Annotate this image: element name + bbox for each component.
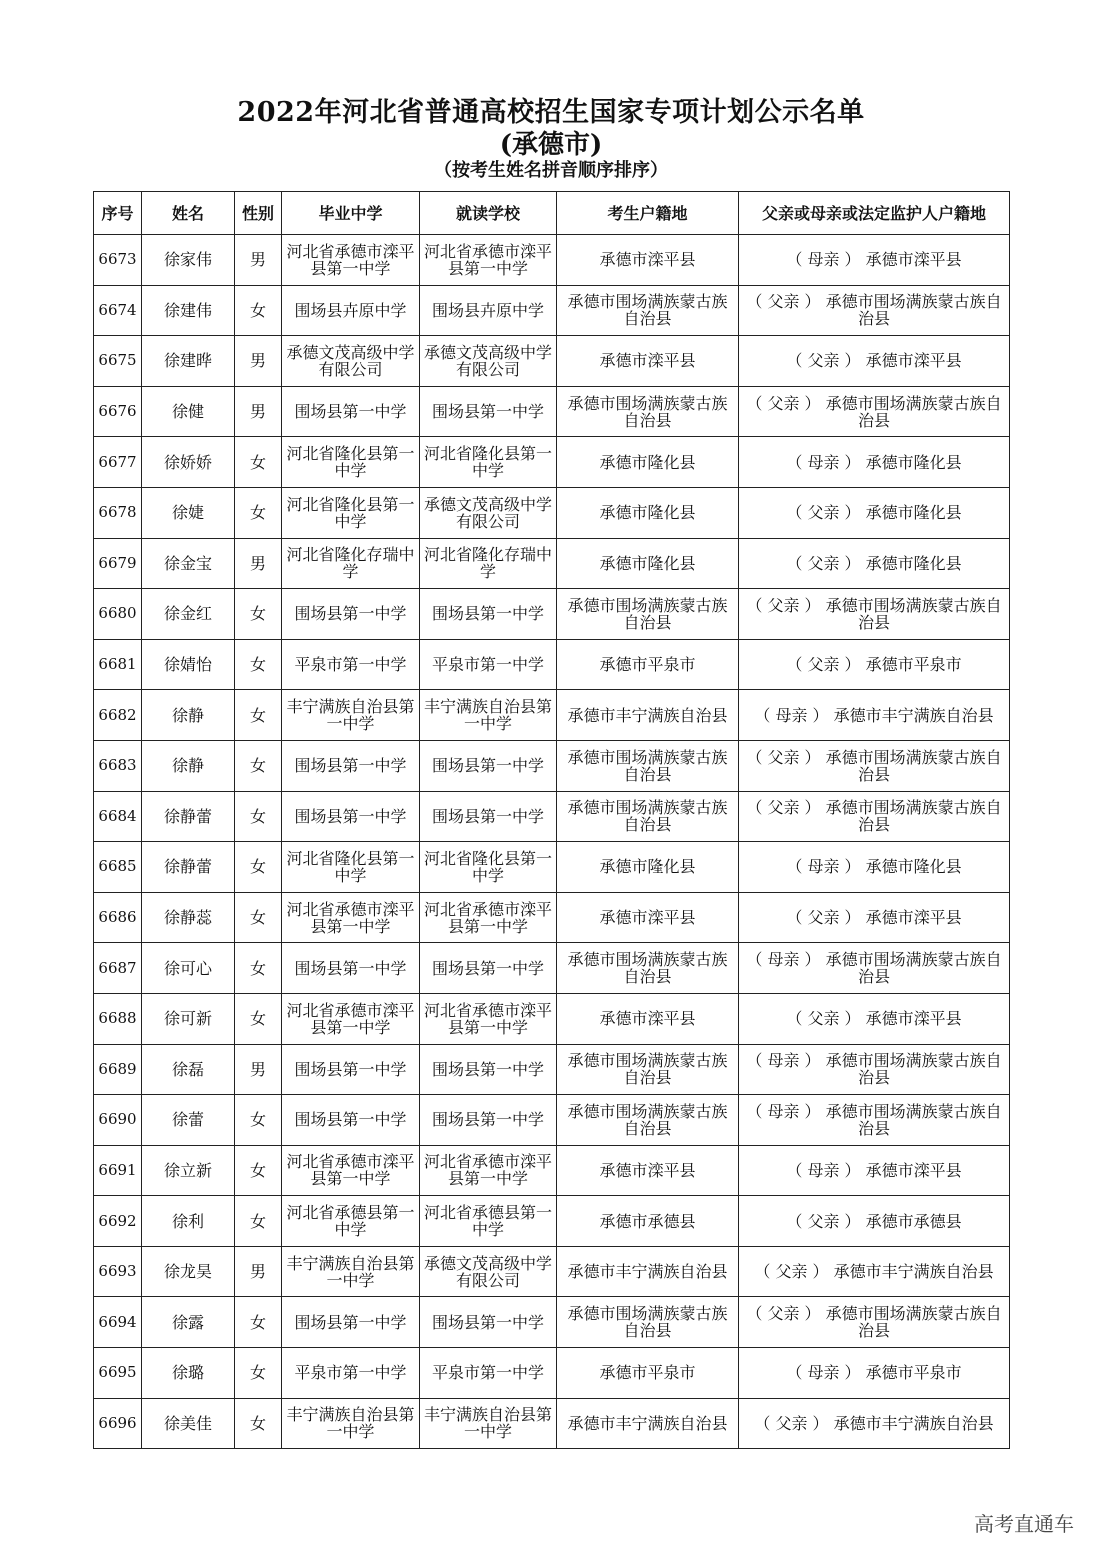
col-current-school-cell: 平泉市第一中学 <box>420 639 557 690</box>
col-gender-cell: 女 <box>235 437 282 488</box>
col-current-school-cell: 河北省承德县第一中学 <box>420 1196 557 1247</box>
col-household-cell: 承德市围场满族蒙古族自治县 <box>557 1044 739 1095</box>
table-row <box>94 589 1010 640</box>
col-grad-school-cell: 河北省承德市滦平县第一中学 <box>282 235 420 286</box>
col-index-cell: 6677 <box>94 437 142 488</box>
col-gender-header: 性别 <box>235 192 282 235</box>
col-name-cell: 徐健 <box>142 386 235 437</box>
col-index-cell: 6681 <box>94 639 142 690</box>
col-grad-school-cell: 围场县卉原中学 <box>282 285 420 336</box>
roster-table <box>93 191 1010 1449</box>
table-row <box>94 639 1010 690</box>
col-name-cell: 徐可心 <box>142 943 235 994</box>
col-household-cell: 承德市围场满族蒙古族自治县 <box>557 791 739 842</box>
col-name-cell: 徐蕾 <box>142 1095 235 1146</box>
table-row <box>94 791 1010 842</box>
col-gender-cell: 男 <box>235 538 282 589</box>
table-row <box>94 943 1010 994</box>
col-household-cell: 承德市滦平县 <box>557 336 739 387</box>
col-index-cell: 6694 <box>94 1297 142 1348</box>
col-name-header: 姓名 <box>142 192 235 235</box>
table-row <box>94 1398 1010 1449</box>
col-guardian-household-cell: （ 父亲 ） 承德市滦平县 <box>739 892 1010 943</box>
col-current-school-cell: 围场县第一中学 <box>420 1297 557 1348</box>
col-gender-cell: 男 <box>235 1044 282 1095</box>
col-gender-cell: 女 <box>235 1297 282 1348</box>
col-current-school-cell: 围场县第一中学 <box>420 943 557 994</box>
col-household-cell: 承德市丰宁满族自治县 <box>557 1246 739 1297</box>
col-gender-cell: 女 <box>235 285 282 336</box>
col-current-school-cell: 围场县第一中学 <box>420 386 557 437</box>
col-household-header: 考生户籍地 <box>557 192 739 235</box>
col-name-cell: 徐静蕾 <box>142 842 235 893</box>
col-index-cell: 6686 <box>94 892 142 943</box>
table-row <box>94 1044 1010 1095</box>
col-name-cell: 徐静蕊 <box>142 892 235 943</box>
col-gender-cell: 女 <box>235 639 282 690</box>
col-guardian-household-cell: （ 母亲 ） 承德市围场满族蒙古族自治县 <box>739 1044 1010 1095</box>
col-gender-cell: 女 <box>235 943 282 994</box>
col-household-cell: 承德市隆化县 <box>557 842 739 893</box>
col-grad-school-cell: 围场县第一中学 <box>282 589 420 640</box>
col-name-cell: 徐璐 <box>142 1348 235 1399</box>
col-guardian-household-cell: （ 母亲 ） 承德市隆化县 <box>739 437 1010 488</box>
col-index-cell: 6695 <box>94 1348 142 1399</box>
col-current-school-cell: 河北省承德市滦平县第一中学 <box>420 892 557 943</box>
col-gender-cell: 女 <box>235 1348 282 1399</box>
col-grad-school-cell: 河北省隆化县第一中学 <box>282 437 420 488</box>
col-grad-school-cell: 河北省隆化存瑞中学 <box>282 538 420 589</box>
col-grad-school-header: 毕业中学 <box>282 192 420 235</box>
table-row <box>94 538 1010 589</box>
col-name-cell: 徐婧怡 <box>142 639 235 690</box>
col-household-cell: 承德市丰宁满族自治县 <box>557 690 739 741</box>
col-name-cell: 徐静蕾 <box>142 791 235 842</box>
col-index-cell: 6688 <box>94 993 142 1044</box>
col-guardian-household-cell: （ 父亲 ） 承德市滦平县 <box>739 336 1010 387</box>
col-household-cell: 承德市滦平县 <box>557 993 739 1044</box>
col-index-cell: 6673 <box>94 235 142 286</box>
col-index-cell: 6687 <box>94 943 142 994</box>
col-name-cell: 徐家伟 <box>142 235 235 286</box>
table-row <box>94 487 1010 538</box>
table-row <box>94 1297 1010 1348</box>
col-current-school-cell: 围场县第一中学 <box>420 791 557 842</box>
col-index-cell: 6684 <box>94 791 142 842</box>
col-guardian-household-cell: （ 父亲 ） 承德市平泉市 <box>739 639 1010 690</box>
col-household-cell: 承德市平泉市 <box>557 1348 739 1399</box>
col-household-cell: 承德市滦平县 <box>557 1145 739 1196</box>
col-name-cell: 徐建晔 <box>142 336 235 387</box>
col-current-school-cell: 围场县第一中学 <box>420 589 557 640</box>
col-grad-school-cell: 围场县第一中学 <box>282 386 420 437</box>
table-row <box>94 842 1010 893</box>
col-name-cell: 徐龙昊 <box>142 1246 235 1297</box>
col-guardian-household-header: 父亲或母亲或法定监护人户籍地 <box>739 192 1010 235</box>
col-grad-school-cell: 丰宁满族自治县第一中学 <box>282 690 420 741</box>
col-household-cell: 承德市围场满族蒙古族自治县 <box>557 589 739 640</box>
col-guardian-household-cell: （ 父亲 ） 承德市围场满族蒙古族自治县 <box>739 740 1010 791</box>
col-index-cell: 6674 <box>94 285 142 336</box>
col-household-cell: 承德市隆化县 <box>557 437 739 488</box>
col-current-school-cell: 围场县第一中学 <box>420 1044 557 1095</box>
col-household-cell: 承德市平泉市 <box>557 639 739 690</box>
col-name-cell: 徐金红 <box>142 589 235 640</box>
col-index-cell: 6692 <box>94 1196 142 1247</box>
col-guardian-household-cell: （ 父亲 ） 承德市丰宁满族自治县 <box>739 1246 1010 1297</box>
col-name-cell: 徐立新 <box>142 1145 235 1196</box>
col-household-cell: 承德市围场满族蒙古族自治县 <box>557 1297 739 1348</box>
table-row <box>94 1095 1010 1146</box>
col-name-cell: 徐建伟 <box>142 285 235 336</box>
table-header-row <box>94 192 1010 235</box>
col-grad-school-cell: 承德文茂高级中学有限公司 <box>282 336 420 387</box>
page-subtitle: (承德市) <box>499 130 603 160</box>
col-name-cell: 徐静 <box>142 740 235 791</box>
col-index-cell: 6696 <box>94 1398 142 1449</box>
col-guardian-household-cell: （ 母亲 ） 承德市围场满族蒙古族自治县 <box>739 1095 1010 1146</box>
table-row <box>94 1246 1010 1297</box>
col-name-cell: 徐娇娇 <box>142 437 235 488</box>
col-index-cell: 6682 <box>94 690 142 741</box>
col-current-school-cell: 承德文茂高级中学有限公司 <box>420 1246 557 1297</box>
col-guardian-household-cell: （ 父亲 ） 承德市滦平县 <box>739 993 1010 1044</box>
table-row <box>94 1196 1010 1247</box>
col-current-school-cell: 承德文茂高级中学有限公司 <box>420 487 557 538</box>
col-gender-cell: 女 <box>235 993 282 1044</box>
col-index-cell: 6683 <box>94 740 142 791</box>
col-current-school-cell: 河北省承德市滦平县第一中学 <box>420 993 557 1044</box>
page-title: 2022年河北省普通高校招生国家专项计划公示名单 <box>237 97 865 128</box>
col-household-cell: 承德市围场满族蒙古族自治县 <box>557 285 739 336</box>
col-grad-school-cell: 河北省承德市滦平县第一中学 <box>282 993 420 1044</box>
col-current-school-cell: 河北省隆化存瑞中学 <box>420 538 557 589</box>
col-guardian-household-cell: （ 父亲 ） 承德市围场满族蒙古族自治县 <box>739 1297 1010 1348</box>
watermark: 高考直通车 <box>974 1512 1074 1536</box>
col-gender-cell: 女 <box>235 1095 282 1146</box>
col-gender-cell: 男 <box>235 235 282 286</box>
col-index-cell: 6676 <box>94 386 142 437</box>
table-row <box>94 235 1010 286</box>
col-grad-school-cell: 丰宁满族自治县第一中学 <box>282 1398 420 1449</box>
col-name-cell: 徐磊 <box>142 1044 235 1095</box>
col-current-school-cell: 围场县第一中学 <box>420 1095 557 1146</box>
col-gender-cell: 女 <box>235 740 282 791</box>
col-household-cell: 承德市滦平县 <box>557 235 739 286</box>
table-row <box>94 993 1010 1044</box>
col-name-cell: 徐美佳 <box>142 1398 235 1449</box>
col-household-cell: 承德市围场满族蒙古族自治县 <box>557 943 739 994</box>
col-guardian-household-cell: （ 母亲 ） 承德市丰宁满族自治县 <box>739 690 1010 741</box>
col-household-cell: 承德市隆化县 <box>557 487 739 538</box>
col-gender-cell: 男 <box>235 336 282 387</box>
col-current-school-cell: 河北省隆化县第一中学 <box>420 842 557 893</box>
col-guardian-household-cell: （ 母亲 ） 承德市平泉市 <box>739 1348 1010 1399</box>
col-gender-cell: 女 <box>235 791 282 842</box>
col-household-cell: 承德市围场满族蒙古族自治县 <box>557 386 739 437</box>
col-index-cell: 6678 <box>94 487 142 538</box>
col-name-cell: 徐金宝 <box>142 538 235 589</box>
col-guardian-household-cell: （ 父亲 ） 承德市围场满族蒙古族自治县 <box>739 285 1010 336</box>
table-row <box>94 892 1010 943</box>
col-guardian-household-cell: （ 父亲 ） 承德市围场满族蒙古族自治县 <box>739 386 1010 437</box>
col-grad-school-cell: 围场县第一中学 <box>282 1297 420 1348</box>
col-guardian-household-cell: （ 父亲 ） 承德市隆化县 <box>739 538 1010 589</box>
col-current-school-cell: 承德文茂高级中学有限公司 <box>420 336 557 387</box>
col-current-school-cell: 河北省隆化县第一中学 <box>420 437 557 488</box>
table-row <box>94 437 1010 488</box>
table-row <box>94 285 1010 336</box>
col-name-cell: 徐静 <box>142 690 235 741</box>
col-name-cell: 徐利 <box>142 1196 235 1247</box>
col-grad-school-cell: 平泉市第一中学 <box>282 639 420 690</box>
table-row <box>94 1145 1010 1196</box>
col-household-cell: 承德市围场满族蒙古族自治县 <box>557 740 739 791</box>
col-gender-cell: 女 <box>235 892 282 943</box>
sort-note: （按考生姓名拼音顺序排序） <box>434 160 668 181</box>
col-gender-cell: 女 <box>235 589 282 640</box>
col-guardian-household-cell: （ 母亲 ） 承德市围场满族蒙古族自治县 <box>739 943 1010 994</box>
table-row <box>94 336 1010 387</box>
col-grad-school-cell: 围场县第一中学 <box>282 791 420 842</box>
col-current-school-cell: 河北省承德市滦平县第一中学 <box>420 235 557 286</box>
col-grad-school-cell: 河北省承德县第一中学 <box>282 1196 420 1247</box>
col-index-cell: 6690 <box>94 1095 142 1146</box>
col-index-cell: 6691 <box>94 1145 142 1196</box>
col-current-school-header: 就读学校 <box>420 192 557 235</box>
col-current-school-cell: 河北省承德市滦平县第一中学 <box>420 1145 557 1196</box>
table-row <box>94 740 1010 791</box>
col-current-school-cell: 平泉市第一中学 <box>420 1348 557 1399</box>
col-gender-cell: 女 <box>235 1196 282 1247</box>
col-grad-school-cell: 围场县第一中学 <box>282 1095 420 1146</box>
col-guardian-household-cell: （ 母亲 ） 承德市滦平县 <box>739 235 1010 286</box>
col-grad-school-cell: 平泉市第一中学 <box>282 1348 420 1399</box>
col-index-cell: 6685 <box>94 842 142 893</box>
table-row <box>94 1348 1010 1399</box>
col-gender-cell: 女 <box>235 690 282 741</box>
col-index-cell: 6680 <box>94 589 142 640</box>
col-gender-cell: 女 <box>235 1398 282 1449</box>
col-grad-school-cell: 河北省隆化县第一中学 <box>282 842 420 893</box>
col-current-school-cell: 围场县卉原中学 <box>420 285 557 336</box>
col-index-header: 序号 <box>94 192 142 235</box>
col-guardian-household-cell: （ 母亲 ） 承德市隆化县 <box>739 842 1010 893</box>
col-gender-cell: 女 <box>235 1145 282 1196</box>
col-index-cell: 6675 <box>94 336 142 387</box>
col-grad-school-cell: 河北省隆化县第一中学 <box>282 487 420 538</box>
col-gender-cell: 男 <box>235 386 282 437</box>
col-grad-school-cell: 河北省承德市滦平县第一中学 <box>282 892 420 943</box>
col-current-school-cell: 丰宁满族自治县第一中学 <box>420 690 557 741</box>
col-index-cell: 6689 <box>94 1044 142 1095</box>
col-gender-cell: 女 <box>235 842 282 893</box>
col-index-cell: 6679 <box>94 538 142 589</box>
table-row <box>94 690 1010 741</box>
col-guardian-household-cell: （ 母亲 ） 承德市滦平县 <box>739 1145 1010 1196</box>
col-grad-school-cell: 围场县第一中学 <box>282 740 420 791</box>
col-household-cell: 承德市隆化县 <box>557 538 739 589</box>
col-guardian-household-cell: （ 父亲 ） 承德市隆化县 <box>739 487 1010 538</box>
col-grad-school-cell: 丰宁满族自治县第一中学 <box>282 1246 420 1297</box>
col-gender-cell: 女 <box>235 487 282 538</box>
col-household-cell: 承德市滦平县 <box>557 892 739 943</box>
col-grad-school-cell: 河北省承德市滦平县第一中学 <box>282 1145 420 1196</box>
col-index-cell: 6693 <box>94 1246 142 1297</box>
col-household-cell: 承德市围场满族蒙古族自治县 <box>557 1095 739 1146</box>
col-name-cell: 徐露 <box>142 1297 235 1348</box>
col-current-school-cell: 围场县第一中学 <box>420 740 557 791</box>
col-guardian-household-cell: （ 父亲 ） 承德市围场满族蒙古族自治县 <box>739 589 1010 640</box>
col-name-cell: 徐婕 <box>142 487 235 538</box>
col-name-cell: 徐可新 <box>142 993 235 1044</box>
col-current-school-cell: 丰宁满族自治县第一中学 <box>420 1398 557 1449</box>
col-grad-school-cell: 围场县第一中学 <box>282 1044 420 1095</box>
col-guardian-household-cell: （ 父亲 ） 承德市围场满族蒙古族自治县 <box>739 791 1010 842</box>
col-household-cell: 承德市丰宁满族自治县 <box>557 1398 739 1449</box>
col-gender-cell: 男 <box>235 1246 282 1297</box>
table-row <box>94 386 1010 437</box>
col-guardian-household-cell: （ 父亲 ） 承德市承德县 <box>739 1196 1010 1247</box>
col-household-cell: 承德市承德县 <box>557 1196 739 1247</box>
col-grad-school-cell: 围场县第一中学 <box>282 943 420 994</box>
col-guardian-household-cell: （ 父亲 ） 承德市丰宁满族自治县 <box>739 1398 1010 1449</box>
